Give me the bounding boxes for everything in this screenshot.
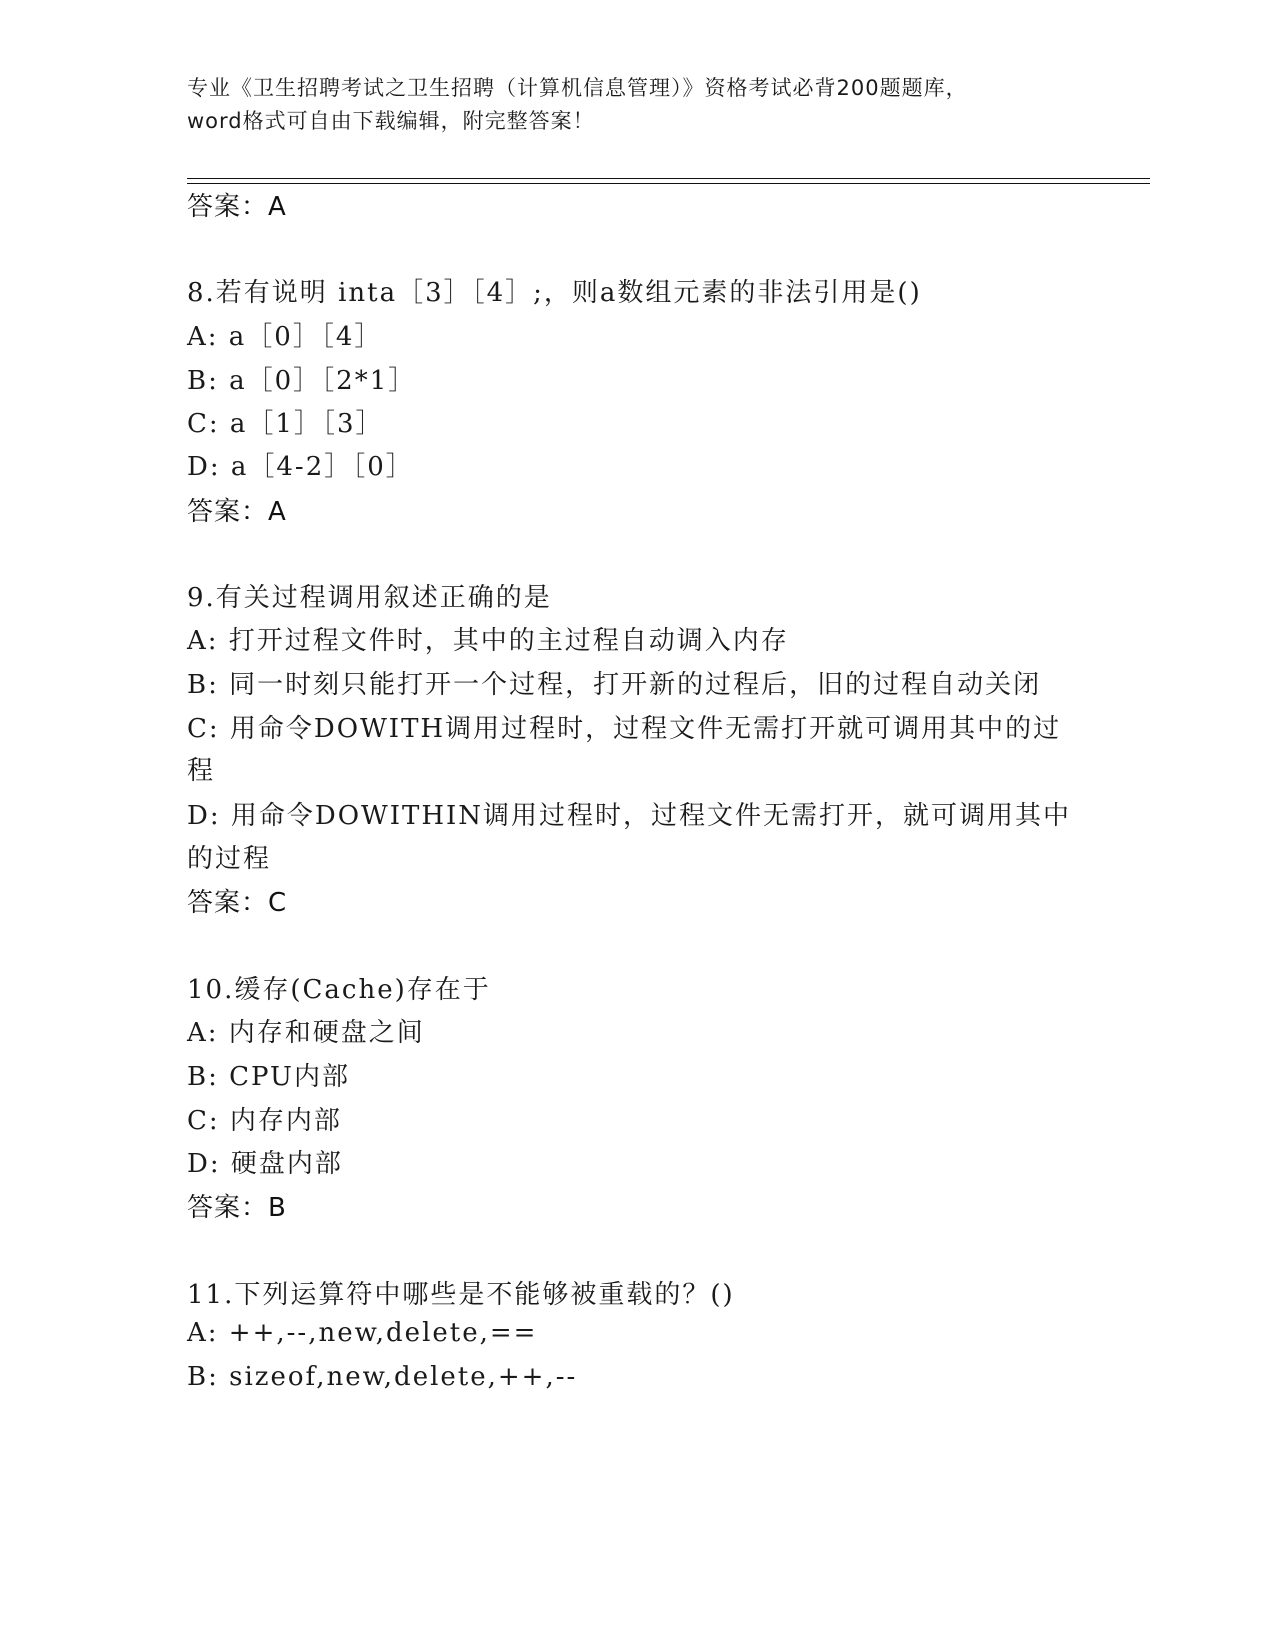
option-9-c-cont: 程 [187, 756, 216, 786]
option-10-b: B: CPU内部 [187, 1062, 350, 1092]
answer-value: A [268, 497, 287, 527]
question-9: 9.有关过程调用叙述正确的是 [187, 583, 552, 613]
answer-label: 答案： [187, 1193, 269, 1223]
header-divider-bottom [187, 183, 1150, 184]
option-8-b: B: a［0］［2*1］ [187, 366, 417, 396]
header-line-1: 专业《卫生招聘考试之卫生招聘（计算机信息管理）》资格考试必背200题题库， [187, 76, 968, 100]
answer-value: C [268, 888, 288, 918]
answer-line [187, 1187, 287, 1224]
answer-value: A [268, 192, 287, 222]
option-9-c: C: 用命令DOWITH调用过程时，过程文件无需打开就可调用其中的过 [187, 714, 1062, 744]
answer-line [187, 491, 287, 528]
answer-label: 答案： [187, 888, 269, 918]
answer-value: B [268, 1193, 287, 1223]
option-8-d: D: a［4-2］［0］ [187, 452, 414, 482]
option-10-c: C: 内存内部 [187, 1106, 342, 1136]
answer-line [187, 186, 287, 223]
option-8-c: C: a［1］［3］ [187, 409, 384, 439]
option-10-a: A: 内存和硬盘之间 [187, 1018, 425, 1048]
option-10-d: D: 硬盘内部 [187, 1149, 343, 1179]
option-9-a: A: 打开过程文件时，其中的主过程自动调入内存 [187, 626, 789, 656]
answer-label: 答案： [187, 497, 269, 527]
question-8: 8.若有说明 inta［3］［4］;，则a数组元素的非法引用是() [187, 278, 922, 308]
answer-line [187, 882, 287, 919]
option-9-d-cont: 的过程 [187, 844, 272, 874]
question-10: 10.缓存(Cache)存在于 [187, 975, 491, 1005]
document-header [187, 72, 1087, 138]
option-9-d: D: 用命令DOWITHIN调用过程时，过程文件无需打开，就可调用其中 [187, 801, 1072, 831]
header-divider-top [187, 178, 1150, 179]
option-8-a: A: a［0］［4］ [187, 322, 383, 352]
question-11: 11.下列运算符中哪些是不能够被重载的？() [187, 1280, 735, 1310]
option-11-a: A: ++,--,new,delete,== [187, 1318, 538, 1348]
option-11-b: B: sizeof,new,delete,++,-- [187, 1362, 578, 1392]
answer-label: 答案： [187, 192, 269, 222]
option-9-b: B: 同一时刻只能打开一个过程，打开新的过程后，旧的过程自动关闭 [187, 670, 1042, 700]
header-line-2: word格式可自由下载编辑，附完整答案！ [187, 109, 595, 133]
